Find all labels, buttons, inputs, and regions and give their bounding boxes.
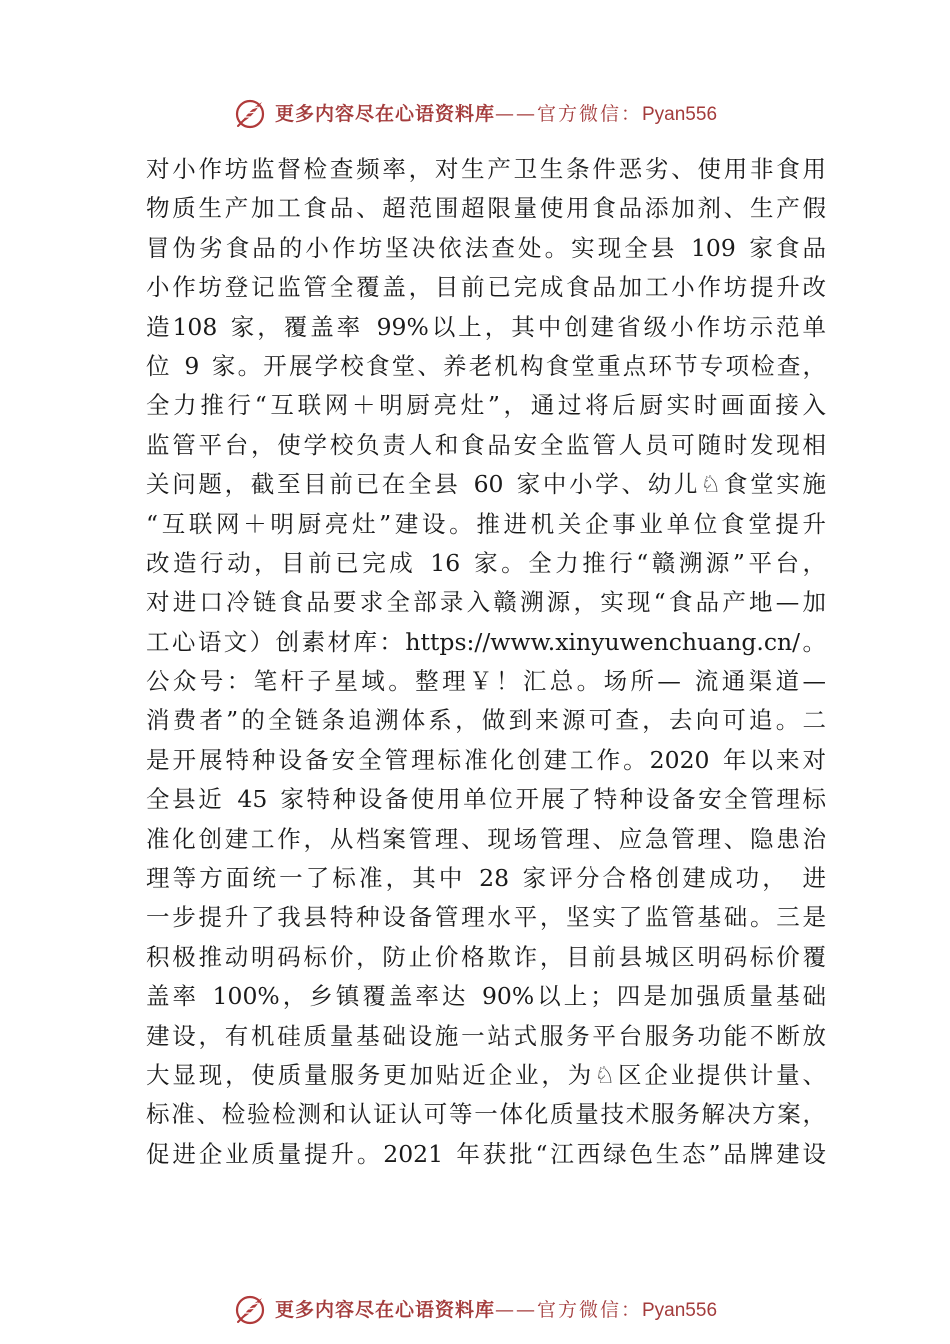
banner-dash: ——: [494, 1298, 537, 1321]
text-line: 理等方面统一了标准，其中 28 家评分合格创建成功， 进: [146, 864, 826, 893]
text-line: 促进企业质量提升。2021 年获批“江西绿色生态”品牌建设: [146, 1139, 826, 1168]
text-line: 小作坊登记监管全覆盖，目前已完成食品加工小作坊提升改: [146, 273, 826, 302]
text-line: “互联网＋明厨亮灶”建设。推进机关企事业单位食堂提升: [146, 509, 826, 538]
banner-text: [274, 1298, 718, 1321]
text-line: 对进口冷链食品要求全部录入赣溯源，实现“食品产地—加: [146, 588, 826, 617]
banner-title: 更多内容尽在心语资料库: [274, 102, 495, 125]
banner-text: [274, 102, 718, 125]
footer-banner: [0, 1290, 950, 1330]
text-line: 标准、检验检测和认证认可等一体化质量技术服务解决方案，: [146, 1100, 826, 1129]
text-line: 监管平台，使学校负责人和食品安全监管人员可随时发现相: [146, 430, 826, 459]
text-line: 工心语文）创素材库：https://www.xinyuwenchuang.cn/。: [146, 627, 826, 656]
text-line: 关问题，截至目前已在全县 60 家中小学、幼儿♘食堂实施: [146, 470, 826, 499]
banner-wechat-label: 官方微信：: [536, 1298, 642, 1321]
text-line: 全县近 45 家特种设备使用单位开展了特种设备安全管理标: [146, 785, 826, 814]
text-line: 一步提升了我县特种设备管理水平，坚实了监管基础。三是: [146, 903, 826, 932]
feather-pen-logo-icon: [233, 97, 267, 131]
text-line: 冒伪劣食品的小作坊坚决依法查处。实现全县 109 家食品: [146, 233, 826, 262]
text-line: 改造行动，目前已完成 16 家。全力推行“赣溯源”平台，: [146, 548, 826, 577]
text-line: 准化创建工作，从档案管理、现场管理、应急管理、隐患治: [146, 824, 826, 853]
banner-wechat-label: 官方微信：: [536, 102, 642, 125]
body-text: [146, 150, 826, 1174]
text-line: 造108 家，覆盖率 99%以上，其中创建省级小作坊示范单: [146, 312, 826, 341]
text-line: 消费者”的全链条追溯体系，做到来源可查，去向可追。二: [146, 706, 826, 735]
text-line: 物质生产加工食品、超范围超限量使用食品添加剂、生产假: [146, 194, 826, 223]
text-line: 对小作坊监督检查频率，对生产卫生条件恶劣、使用非食用: [146, 155, 826, 183]
banner-title: 更多内容尽在心语资料库: [274, 1298, 495, 1321]
text-line: 是开展特种设备安全管理标准化创建工作。2020 年以来对: [146, 745, 826, 774]
text-line: 积极推动明码标价，防止价格欺诈，目前县城区明码标价覆: [146, 942, 826, 971]
banner-wechat-id: Pyan556: [642, 103, 718, 125]
banner-dash: ——: [494, 102, 537, 125]
text-line: 公众号：笔杆子星域。整理￥！汇总。场所— 流通渠道—: [146, 667, 826, 696]
banner-wechat-id: Pyan556: [642, 1299, 718, 1321]
text-line: 建设，有机硅质量基础设施一站式服务平台服务功能不断放: [146, 1021, 826, 1050]
feather-pen-logo-icon: [233, 1293, 267, 1327]
text-line: 大显现，使质量服务更加贴近企业，为♘区企业提供计量、: [146, 1060, 826, 1089]
header-banner: [0, 94, 950, 134]
text-line: 全力推行“互联网＋明厨亮灶”，通过将后厨实时画面接入: [146, 391, 826, 420]
text-line: 盖率 100%，乡镇覆盖率达 90%以上；四是加强质量基础: [146, 982, 826, 1011]
text-line: 位 9 家。开展学校食堂、养老机构食堂重点环节专项检查，: [146, 351, 826, 380]
